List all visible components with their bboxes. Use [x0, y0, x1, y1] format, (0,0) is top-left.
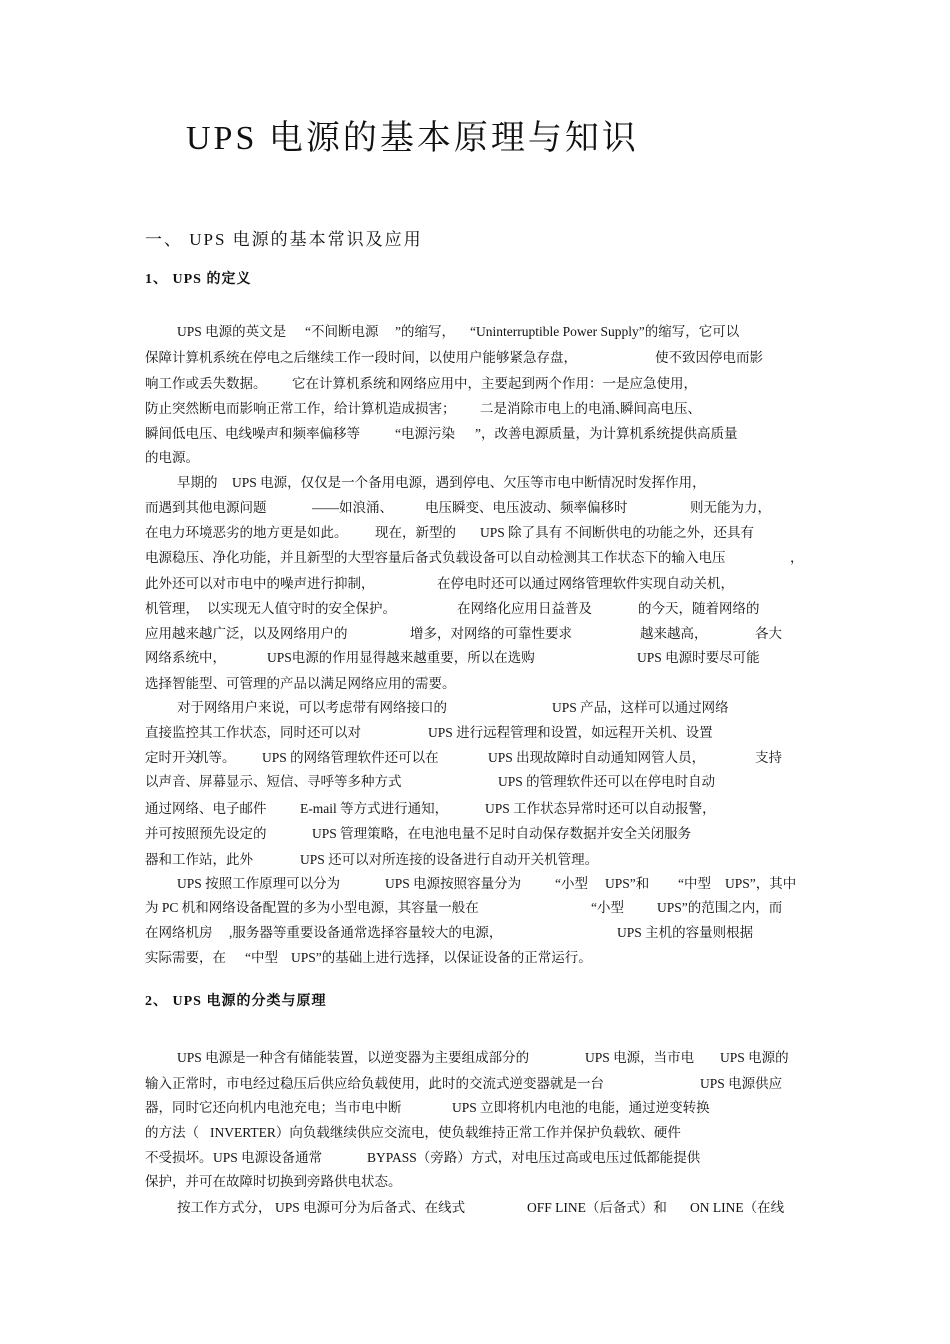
- text-segment: 现在，新型的: [375, 525, 456, 540]
- text-line: [145, 372, 785, 398]
- text-segment: 越来越高，: [640, 626, 708, 641]
- text-line: [145, 1096, 785, 1122]
- text-segment: 响工作或丢失数据。: [145, 376, 267, 391]
- text-segment: “中型: [245, 950, 278, 965]
- text-line: [145, 646, 785, 672]
- text-segment: ，: [790, 550, 804, 565]
- text-segment: 二是消除市电上的电涌、: [480, 401, 629, 416]
- text-segment: 瞬间高电压、: [620, 401, 701, 416]
- text-segment: 增多，对网络的可靠性要求: [410, 626, 572, 641]
- text-segment: 对于网络用户来说，可以考虑带有网络接口的: [177, 700, 447, 715]
- text-line: [145, 320, 785, 346]
- text-segment: ”的缩写，: [395, 324, 455, 339]
- text-segment: UPS 电源设备通常: [213, 1150, 323, 1165]
- text-segment: 而遇到其他电源问题: [145, 500, 267, 515]
- text-segment: 输入正常时，市电经过稳压后供应给负载使用，此时的交流式逆变器就是一台: [145, 1076, 604, 1091]
- text-segment: “Uninterruptible Power Supply”的缩写，它可以: [470, 324, 740, 339]
- text-segment: BYPASS（旁路）方式，对电压过高或电压过低都能提供: [367, 1150, 701, 1165]
- text-segment: UPS 电源是一种含有储能装置，以逆变器为主要组成部分的: [177, 1050, 530, 1065]
- subheading-definition: 1、 UPS 的定义: [145, 272, 252, 287]
- text-segment: ON LINE（在线: [690, 1200, 785, 1215]
- text-line: [145, 946, 785, 972]
- text-segment: UPS 的管理软件还可以在停电时自动: [498, 774, 716, 789]
- text-line: [145, 1196, 785, 1222]
- text-segment: UPS 除了具有: [480, 525, 563, 540]
- text-segment: ——如浪涌、: [312, 500, 393, 515]
- text-segment: 直接监控其工作状态，同时还可以对: [145, 725, 361, 740]
- text-segment: 并可按照预先设定的: [145, 826, 267, 841]
- text-line: [145, 597, 785, 623]
- text-segment: 实际需要，在: [145, 950, 226, 965]
- text-segment: 的方法（: [145, 1125, 199, 1140]
- text-segment: 在网络化应用日益普及: [457, 601, 592, 616]
- text-segment: ,服务器等重要设备通常选择容量较大的电源，: [229, 925, 503, 940]
- text-segment: UPS 电源，仅仅是一个备用电源，遇到停电、欠压等市电中断情况时发挥作用，: [232, 475, 706, 490]
- text-segment: INVERTER）向负载继续供应交流电，使负载维持正常工作并保护负载软、硬件: [210, 1125, 681, 1140]
- text-segment: UPS”的范围之内，而: [657, 900, 783, 915]
- text-segment: 电压瞬变、电压波动、频率偏移时: [425, 500, 628, 515]
- text-line: [145, 848, 785, 874]
- text-segment: UPS 电源的: [720, 1050, 789, 1065]
- text-segment: 它在计算机系统和网络应用中，主要起到两个作用：一是应急使用，: [292, 376, 697, 391]
- text-line: [145, 521, 785, 547]
- text-line: [145, 446, 785, 472]
- text-line: [145, 770, 785, 796]
- text-segment: UPS 管理策略，在电池电量不足时自动保存数据并安全关闭服务: [312, 826, 692, 841]
- text-line: [145, 471, 785, 497]
- text-segment: ”，改善电源质量，为计算机系统提供高质量: [475, 426, 738, 441]
- text-line: [145, 422, 785, 448]
- text-segment: UPS 电源供应: [700, 1076, 783, 1091]
- subheading-classification: 2、 UPS 电源的分类与原理: [145, 994, 327, 1009]
- text-segment: UPS”，其中: [725, 876, 797, 891]
- text-segment: 在停电时还可以通过网络管理软件实现自动关机，: [437, 576, 734, 591]
- text-segment: 在电力环境恶劣的地方更是如此。: [145, 525, 348, 540]
- text-segment: 保护，并可在故障时切换到旁路供电状态。: [145, 1174, 402, 1189]
- text-segment: 以实现无人值守时的安全保护。: [207, 601, 396, 616]
- text-segment: 电线噪声和频率偏移等: [225, 426, 360, 441]
- text-segment: 的今天，随着网络的: [638, 601, 760, 616]
- text-segment: 以声音、屏幕显示、短信、寻呼等多种方式: [145, 774, 402, 789]
- text-segment: “中型: [678, 876, 711, 891]
- text-line: [145, 1072, 785, 1098]
- text-segment: 机管理，: [145, 601, 199, 616]
- text-line: [145, 1170, 785, 1196]
- text-segment: 通过网络、电子邮件: [145, 801, 267, 816]
- text-segment: 保障计算机系统在停电之后继续工作一段时间，以使用户能够紧急存盘，: [145, 350, 577, 365]
- text-line: [145, 622, 785, 648]
- text-line: [145, 546, 804, 572]
- text-line: [145, 721, 785, 747]
- text-segment: 按工作方式分，: [177, 1200, 272, 1215]
- text-line: [145, 746, 785, 772]
- text-segment: 的电源。: [145, 450, 199, 465]
- text-segment: 早期的: [177, 475, 218, 490]
- text-segment: 为 PC 机和网络设备配置的多为小型电源，其容量一般在: [145, 900, 479, 915]
- text-segment: OFF LINE（后备式）和: [527, 1200, 667, 1215]
- document-title: UPS 电源的基本原理与知识: [186, 120, 639, 157]
- text-segment: 在网络机房: [145, 925, 213, 940]
- text-segment: 机等。: [195, 750, 236, 765]
- text-segment: 选择智能型、可管理的产品以满足网络应用的需要。: [145, 676, 456, 691]
- text-line: [145, 1146, 785, 1172]
- text-segment: “不间断电源: [305, 324, 379, 339]
- text-segment: UPS 电源按照容量分为: [385, 876, 522, 891]
- text-segment: “小型: [555, 876, 588, 891]
- text-line: [145, 1121, 785, 1147]
- text-segment: UPS 进行远程管理和设置，如远程开关机、设置: [428, 725, 713, 740]
- text-segment: “小型: [591, 900, 624, 915]
- text-segment: UPS 出现故障时自动通知网管人员，: [488, 750, 706, 765]
- text-line: [145, 496, 785, 522]
- text-segment: UPS”的基础上进行选择，以保证设备的正常运行。: [291, 950, 592, 965]
- text-segment: UPS 按照工作原理可以分为: [177, 876, 341, 891]
- text-segment: E-mail 等方式进行通知，: [300, 801, 449, 816]
- text-segment: UPS电源的作用显得越来越重要，所以在选购: [267, 650, 535, 665]
- text-segment: UPS 工作状态异常时还可以自动报警，: [485, 801, 716, 816]
- text-line: [145, 672, 785, 698]
- text-line: [145, 1046, 789, 1072]
- text-line: [145, 397, 785, 423]
- text-segment: 各大: [755, 626, 782, 641]
- text-line: [145, 696, 785, 722]
- text-segment: 不受损坏。: [145, 1150, 213, 1165]
- text-line: [145, 872, 797, 898]
- text-line: [145, 896, 785, 922]
- text-segment: “电源污染: [395, 426, 455, 441]
- text-segment: UPS 还可以对所连接的设备进行自动开关机管理。: [300, 852, 599, 867]
- text-line: [145, 572, 785, 598]
- text-segment: UPS 电源可分为后备式、在线式: [275, 1200, 466, 1215]
- text-segment: 则无能为力，: [690, 500, 771, 515]
- text-segment: UPS 电源，当市电: [585, 1050, 695, 1065]
- text-segment: UPS 电源的英文是: [177, 324, 287, 339]
- text-line: [145, 797, 785, 823]
- text-segment: 此外还可以对市电中的噪声进行抑制，: [145, 576, 375, 591]
- section-heading: 一、 UPS 电源的基本常识及应用: [145, 230, 423, 249]
- text-segment: UPS”和: [605, 876, 650, 891]
- text-line: [145, 921, 785, 947]
- text-segment: UPS 立即将机内电池的电能，通过逆变转换: [452, 1100, 710, 1115]
- text-segment: UPS 的网络管理软件还可以在: [262, 750, 439, 765]
- text-segment: 器和工作站，此外: [145, 852, 253, 867]
- text-segment: 使不致因停电而影: [655, 350, 763, 365]
- text-segment: UPS 主机的容量则根据: [617, 925, 754, 940]
- text-segment: 电源稳压、净化功能，并且新型的大型容量后备式负载设备可以自动检测其工作状态下的输入电压: [145, 550, 726, 565]
- text-segment: 应用越来越广泛，以及网络用户的: [145, 626, 348, 641]
- text-segment: UPS 电源时要尽可能: [637, 650, 760, 665]
- text-segment: 支持: [755, 750, 782, 765]
- text-line: [145, 346, 785, 372]
- text-segment: 防止突然断电而影响正常工作，给计算机造成损害；: [145, 401, 456, 416]
- text-line: [145, 822, 785, 848]
- text-segment: 不间断供电的功能之外，还具有: [565, 525, 754, 540]
- text-segment: 器，同时它还向机内电池充电；当市电中断: [145, 1100, 402, 1115]
- text-segment: UPS 产品，这样可以通过网络: [552, 700, 729, 715]
- text-segment: 定时开关: [145, 750, 199, 765]
- text-segment: 网络系统中，: [145, 650, 226, 665]
- text-segment: 瞬间低电压、: [145, 426, 226, 441]
